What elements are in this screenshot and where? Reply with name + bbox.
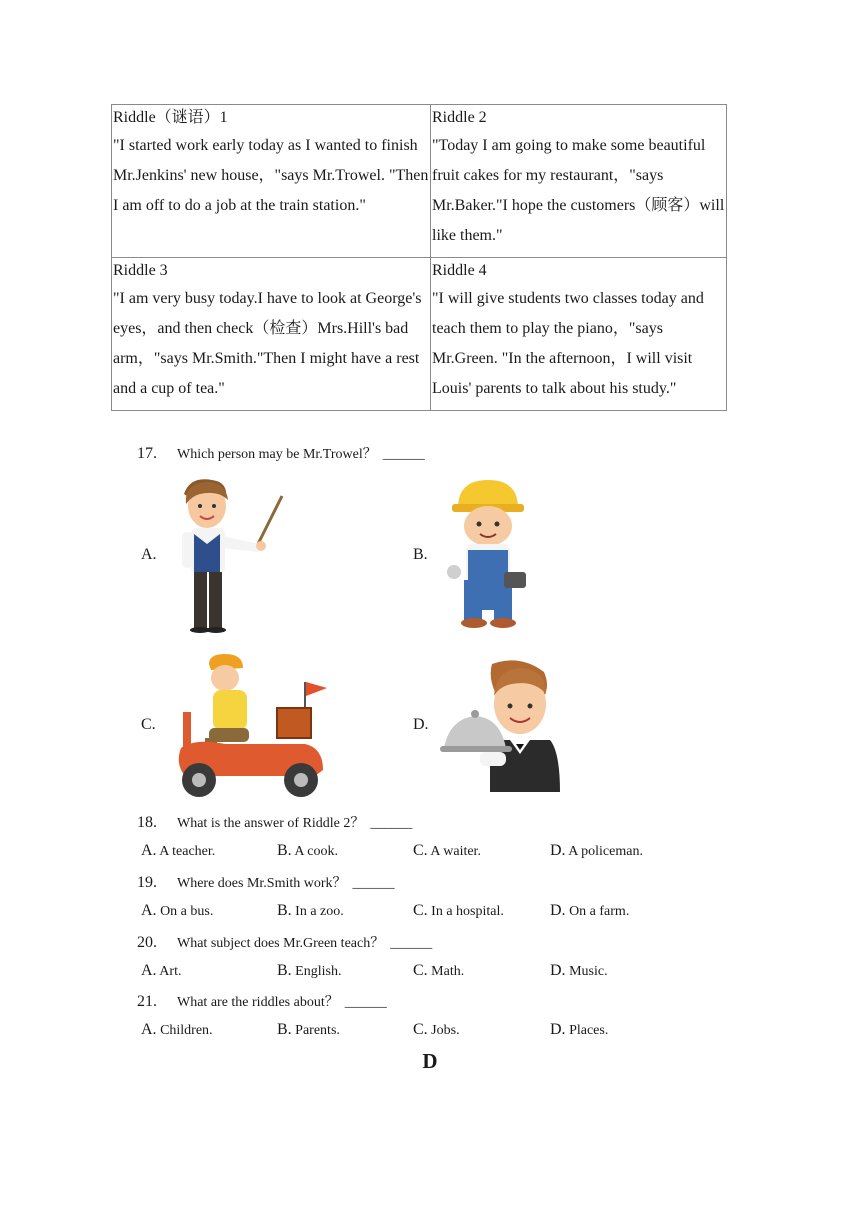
option-letter: B. <box>277 962 292 979</box>
riddle-table <box>111 104 727 411</box>
answer-blank[interactable]: ______ <box>382 447 425 462</box>
option-c[interactable] <box>413 1021 460 1039</box>
riddle-2-cell <box>431 105 727 258</box>
option-c[interactable] <box>413 962 464 980</box>
riddle-3-cell <box>112 258 431 411</box>
option-d[interactable] <box>550 1021 608 1039</box>
riddle-title: Riddle（谜语）1 <box>113 109 228 126</box>
option-letter: C. <box>413 1021 428 1038</box>
option-letter: D. <box>550 1021 566 1038</box>
option-letter: D. <box>550 962 566 979</box>
answer-blank[interactable]: ______ <box>370 816 413 831</box>
question-number: 21. <box>137 993 157 1010</box>
waiter-image[interactable] <box>440 656 564 796</box>
option-text: A waiter. <box>430 844 481 859</box>
question-21 <box>137 991 387 1011</box>
question-17 <box>137 443 425 463</box>
answer-blank[interactable]: ______ <box>390 936 433 951</box>
option-text: English. <box>295 964 342 979</box>
teacher-image[interactable] <box>170 474 290 634</box>
riddle-text: "I am very busy today.I have to look at George's eyes，and then check（检查）Mrs.Hill's bad arm，"says Mr.Smith."Then I might have a rest and a cup of tea." <box>113 290 422 397</box>
option-a[interactable] <box>141 1021 213 1039</box>
option-letter: A. <box>141 902 157 919</box>
option-letter: A. <box>141 842 157 859</box>
option-text: In a zoo. <box>295 904 344 919</box>
option-d-label[interactable]: D. <box>413 716 429 733</box>
section-letter: D <box>422 1049 438 1073</box>
riddle-title: Riddle 2 <box>432 109 487 126</box>
option-letter: D. <box>550 842 566 859</box>
riddle-text: "I started work early today as I wanted to finish Mr.Jenkins' new house，"says Mr.Trowel. "Then I am off to do a job at the train station." <box>113 137 429 214</box>
option-d[interactable] <box>550 962 608 980</box>
question-text: Where does Mr.Smith work？ <box>177 876 347 891</box>
question-19 <box>137 872 395 892</box>
riddle-1-cell <box>112 105 431 258</box>
option-text: A teacher. <box>159 844 216 859</box>
question-text: What are the riddles about？ <box>177 995 339 1010</box>
option-text: On a bus. <box>160 904 214 919</box>
option-text: Art. <box>159 964 182 979</box>
option-a[interactable] <box>141 842 215 860</box>
option-letter: A. <box>141 962 157 979</box>
option-b[interactable] <box>277 1021 340 1039</box>
option-letter: B. <box>277 842 292 859</box>
question-20 <box>137 932 432 952</box>
option-c-label[interactable]: C. <box>141 716 156 733</box>
question-text: What subject does Mr.Green teach？ <box>177 936 385 951</box>
riddle-4-cell <box>431 258 727 411</box>
riddle-text: "Today I am going to make some beautiful fruit cakes for my restaurant，"says Mr.Baker."I hope the customers（顾客）will like them." <box>432 137 725 244</box>
option-text: Parents. <box>295 1023 340 1038</box>
option-text: Jobs. <box>431 1023 460 1038</box>
option-a-label[interactable]: A. <box>141 546 157 563</box>
question-text: Which person may be Mr.Trowel？ <box>177 447 377 462</box>
worker-image[interactable] <box>440 476 540 632</box>
option-a[interactable] <box>141 962 181 980</box>
option-text: Children. <box>160 1023 213 1038</box>
option-letter: C. <box>413 902 428 919</box>
option-letter: C. <box>413 842 428 859</box>
option-text: In a hospital. <box>431 904 504 919</box>
riddle-text: "I will give students two classes today and teach them to play the piano，"says Mr.Green. "In the afternoon，I will visit Louis' parents to talk about his study." <box>432 290 704 397</box>
question-number: 18. <box>137 814 157 831</box>
option-c[interactable] <box>413 842 481 860</box>
option-a[interactable] <box>141 902 213 920</box>
option-letter: A. <box>141 1021 157 1038</box>
option-text: A cook. <box>294 844 338 859</box>
riddle-title: Riddle 4 <box>432 262 487 279</box>
option-c[interactable] <box>413 902 504 920</box>
option-letter: B. <box>277 902 292 919</box>
option-text: A policeman. <box>568 844 643 859</box>
option-letter: D. <box>550 902 566 919</box>
question-number: 17. <box>137 445 157 462</box>
option-d[interactable] <box>550 902 629 920</box>
option-b-label[interactable]: B. <box>413 546 428 563</box>
question-number: 19. <box>137 874 157 891</box>
question-18 <box>137 812 412 832</box>
option-d[interactable] <box>550 842 643 860</box>
delivery-rider-image[interactable] <box>165 652 333 800</box>
riddle-title: Riddle 3 <box>113 262 168 279</box>
option-b[interactable] <box>277 962 341 980</box>
answer-blank[interactable]: ______ <box>344 995 387 1010</box>
option-letter: B. <box>277 1021 292 1038</box>
option-text: Music. <box>569 964 608 979</box>
question-text: What is the answer of Riddle 2？ <box>177 816 365 831</box>
answer-blank[interactable]: ______ <box>352 876 395 891</box>
option-text: Math. <box>431 964 465 979</box>
question-number: 20. <box>137 934 157 951</box>
option-letter: C. <box>413 962 428 979</box>
option-b[interactable] <box>277 902 344 920</box>
option-b[interactable] <box>277 842 338 860</box>
option-text: On a farm. <box>569 904 630 919</box>
option-text: Places. <box>569 1023 609 1038</box>
